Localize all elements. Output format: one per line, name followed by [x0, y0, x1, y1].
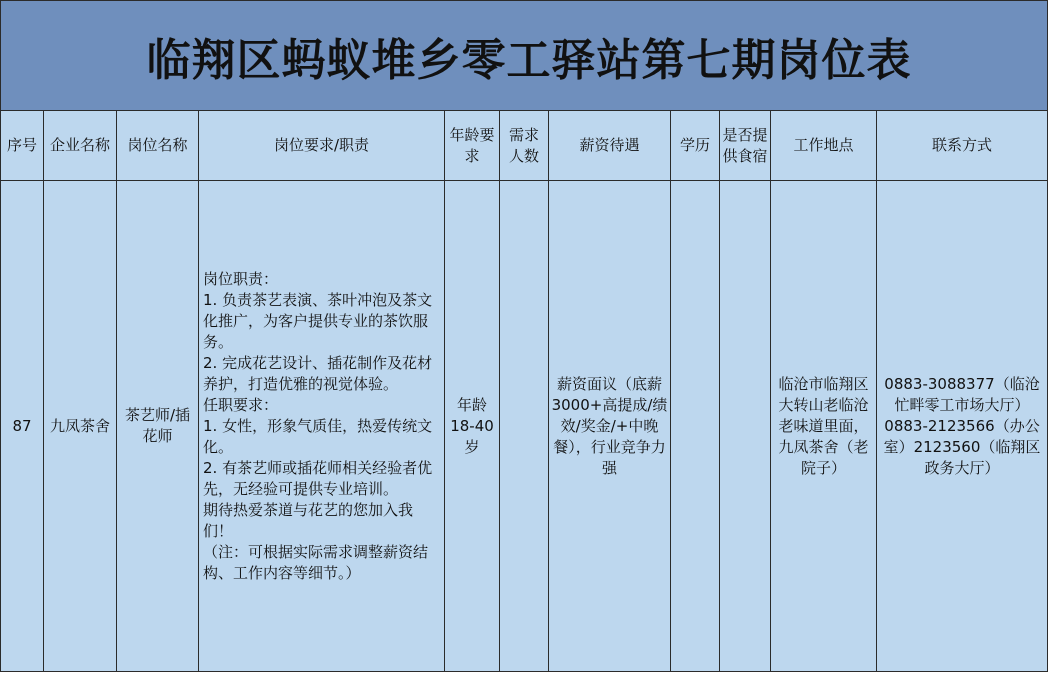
- header-position[interactable]: 岗位名称: [117, 111, 199, 181]
- header-location[interactable]: 工作地点: [771, 111, 877, 181]
- cell-position[interactable]: 茶艺师/插花师: [117, 181, 199, 672]
- header-salary[interactable]: 薪资待遇: [549, 111, 671, 181]
- header-company[interactable]: 企业名称: [44, 111, 117, 181]
- header-duties[interactable]: 岗位要求/职责: [199, 111, 445, 181]
- title-banner: [0, 0, 1048, 112]
- cell-board[interactable]: [720, 181, 771, 672]
- job-table: [0, 110, 1048, 672]
- cell-age[interactable]: 年龄18-40岁: [445, 181, 500, 672]
- cell-contact[interactable]: 0883-3088377（临沧忙畔零工市场大厅） 0883-2123566（办公室）2123560（临翔区政务大厅）: [877, 181, 1048, 672]
- header-row: [1, 111, 1048, 181]
- header-contact[interactable]: 联系方式: [877, 111, 1048, 181]
- cell-count[interactable]: [500, 181, 549, 672]
- header-education[interactable]: 学历: [671, 111, 720, 181]
- header-board[interactable]: 是否提供食宿: [720, 111, 771, 181]
- cell-company[interactable]: 九凤茶舍: [44, 181, 117, 672]
- cell-education[interactable]: [671, 181, 720, 672]
- cell-location[interactable]: 临沧市临翔区大转山老临沧老味道里面，九凤茶舍（老院子）: [771, 181, 877, 672]
- header-seq[interactable]: 序号: [1, 111, 44, 181]
- header-age[interactable]: 年龄要求: [445, 111, 500, 181]
- cell-duties[interactable]: 岗位职责： 1. 负责茶艺表演、茶叶冲泡及茶文化推广，为客户提供专业的茶饮服务。 2. 完成花艺设计、插花制作及花材养护，打造优雅的视觉体验。 任职要求： 1. 女性，形象气质佳，热爱传统文化。 2. 有茶艺师或插花师相关经验者优先，无经验可提供专业培训。 期待热爱茶道与花艺的您加入我们！ （注：可根据实际需求调整薪资结构、工作内容等细节。）: [199, 181, 445, 672]
- table-row: [1, 181, 1048, 672]
- cell-seq[interactable]: 87: [1, 181, 44, 672]
- header-count[interactable]: 需求人数: [500, 111, 549, 181]
- page-title: 临翔区蚂蚁堆乡零工驿站第七期岗位表: [146, 35, 912, 86]
- cell-salary[interactable]: 薪资面议（底薪3000+高提成/绩效/奖金/+中晚餐），行业竞争力强: [549, 181, 671, 672]
